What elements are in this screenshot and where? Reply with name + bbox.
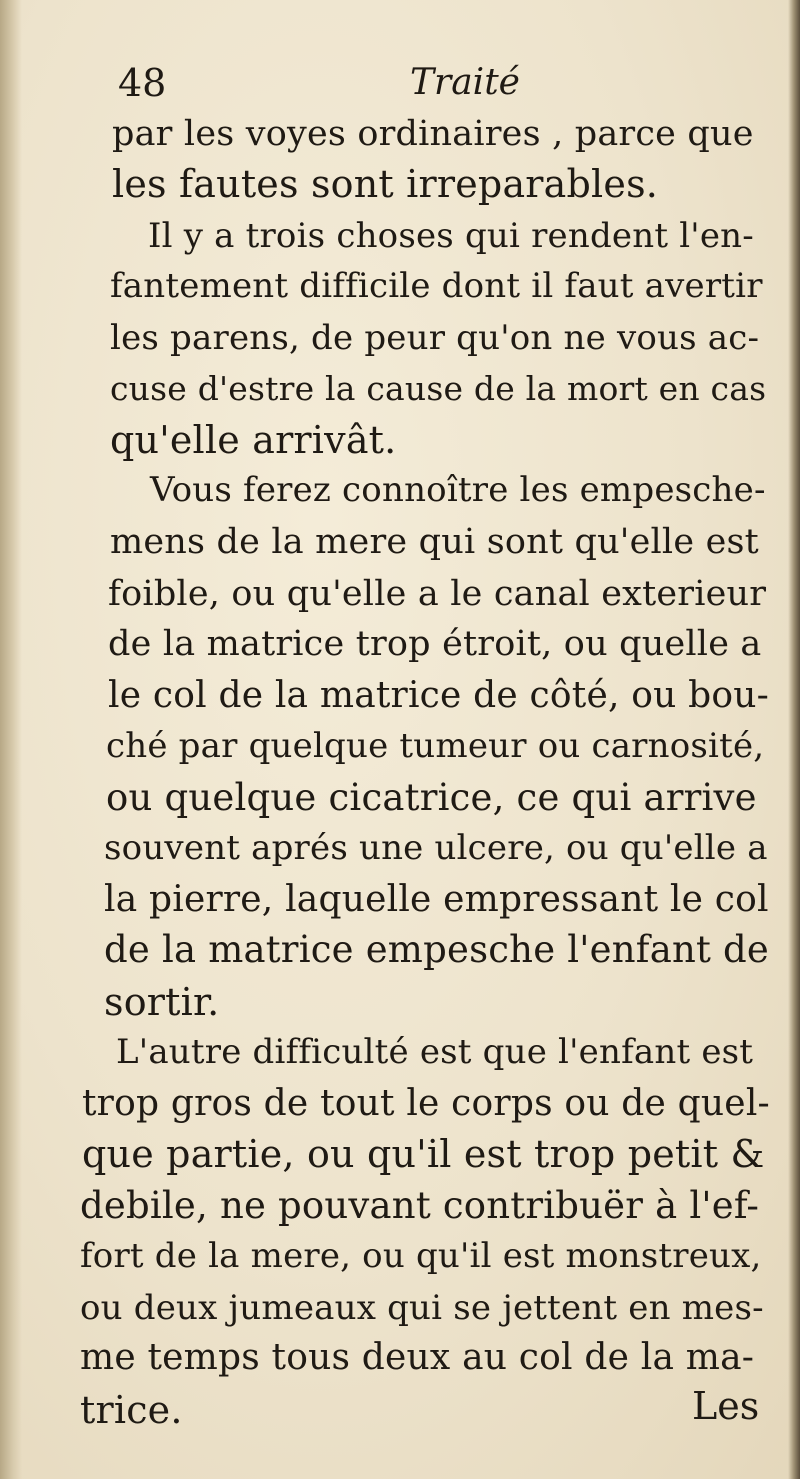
running-title: Traité [410,62,520,103]
text-line: la pierre, laquelle empressant le col [104,879,769,920]
page-right-edge [788,0,800,1479]
page-left-edge [0,0,22,1479]
text-line: trop gros de tout le corps ou de quel- [82,1083,770,1124]
text-line: foible, ou qu'elle a le canal exterieur [108,574,767,614]
text-line: le col de la matrice de côté, ou bou- [108,675,770,716]
text-line: de la matrice empesche l'enfant de [104,928,769,971]
text-line: ou quelque cicatrice, ce qui arrive [106,776,757,819]
text-line: les parens, de peur qu'on ne vous ac- [110,318,760,358]
text-line: ou deux jumeaux qui se jettent en mes- [80,1288,764,1328]
text-line: Vous ferez connoître les empesche- [150,470,766,510]
text-line: trice. [80,1388,183,1432]
catchword: Les [692,1384,760,1428]
text-line: cuse d'estre la cause de la mort en cas [110,369,767,408]
page-header [118,58,558,108]
text-line: qu'elle arrivât. [110,418,397,462]
text-line: souvent aprés une ulcere, ou qu'elle a [104,828,768,868]
text-line: mens de la mere qui sont qu'elle est [110,522,759,562]
text-line: ché par quelque tumeur ou carnosité, [106,726,765,766]
text-line: par les voyes ordinaires , parce que [112,114,754,154]
text-line: fantement difficile dont il faut avertir [110,266,763,306]
text-line: sortir. [104,980,220,1024]
text-line: que partie, ou qu'il est trop petit & [82,1132,765,1176]
text-line: fort de la mere, ou qu'il est monstreux, [80,1236,762,1276]
text-line: de la matrice trop étroit, ou quelle a [108,624,762,664]
page-number: 48 [118,61,167,105]
text-line: Il y a trois choses qui rendent l'en- [148,216,754,256]
text-line: me temps tous deux au col de la ma- [80,1337,755,1378]
text-line: les fautes sont irreparables. [112,162,659,206]
text-line: debile, ne pouvant contribuër à l'ef- [80,1184,760,1227]
text-line: L'autre difficulté est que l'enfant est [116,1032,754,1072]
